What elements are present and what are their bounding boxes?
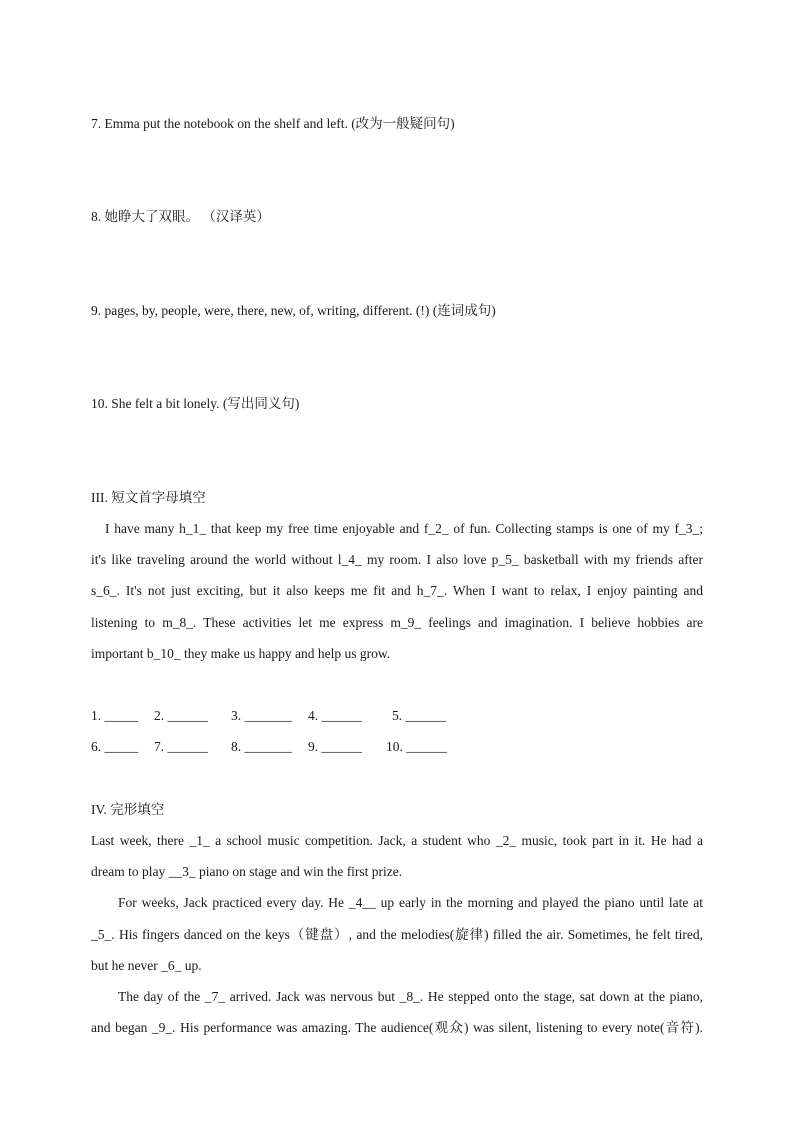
section-4-line: _5_. His fingers danced on the keys（键盘）, and the melodies(旋律) filled the air. Sometimes, he felt tired, xyxy=(91,927,703,942)
answer-blank-2[interactable]: 2. ______ xyxy=(154,708,208,723)
section-3-line: it's like traveling around the world without l_4_ my room. I also love p_5_ basketball with my friends after xyxy=(91,552,703,567)
section-4-line: For weeks, Jack practiced every day. He _4__ up early in the morning and played the piano until late at xyxy=(118,895,703,910)
question-9: 9. pages, by, people, were, there, new, of, writing, different. (!) (连词成句) xyxy=(91,303,496,318)
answer-blank-6[interactable]: 6. _____ xyxy=(91,739,139,754)
section-4-line: and began _9_. His performance was amazing. The audience(观众) was silent, listening to every note(音符). xyxy=(91,1020,703,1035)
section-4-line: The day of the _7_ arrived. Jack was nervous but _8_. He stepped onto the stage, sat down at the piano, xyxy=(118,989,703,1004)
question-10: 10. She felt a bit lonely. (写出同义句) xyxy=(91,396,300,411)
section-3-line: I have many h_1_ that keep my free time enjoyable and f_2_ of fun. Collecting stamps is one of my f_3_; xyxy=(105,521,703,536)
answer-blank-8[interactable]: 8. _______ xyxy=(231,739,292,754)
section-3-line: important b_10_ they make us happy and help us grow. xyxy=(91,646,391,661)
question-7: 7. Emma put the notebook on the shelf and left. (改为一般疑问句) xyxy=(91,116,455,131)
section-4-line: Last week, there _1_ a school music competition. Jack, a student who _2_ music, took part in it. He had a xyxy=(91,833,703,848)
section-4-line: dream to play __3_ piano on stage and win the first prize. xyxy=(91,864,403,879)
section-3-line: listening to m_8_. These activities let me express m_9_ feelings and imagination. I believe hobbies are xyxy=(91,615,703,630)
section-4-line: but he never _6_ up. xyxy=(91,958,202,973)
answer-blank-5[interactable]: 5. ______ xyxy=(392,708,446,723)
answer-blank-1[interactable]: 1. _____ xyxy=(91,708,139,723)
answer-blank-4[interactable]: 4. ______ xyxy=(308,708,362,723)
answer-blank-9[interactable]: 9. ______ xyxy=(308,739,362,754)
answer-blank-7[interactable]: 7. ______ xyxy=(154,739,208,754)
answer-blank-3[interactable]: 3. _______ xyxy=(231,708,292,723)
answer-blank-10[interactable]: 10. ______ xyxy=(386,739,447,754)
section-4-title: IV. 完形填空 xyxy=(91,802,165,817)
section-3-title: III. 短文首字母填空 xyxy=(91,490,206,505)
section-3-line: s_6_. It's not just exciting, but it also keeps me fit and h_7_. When I want to relax, I enjoy painting and xyxy=(91,583,703,598)
question-8: 8. 她睁大了双眼。 （汉译英） xyxy=(91,209,270,224)
